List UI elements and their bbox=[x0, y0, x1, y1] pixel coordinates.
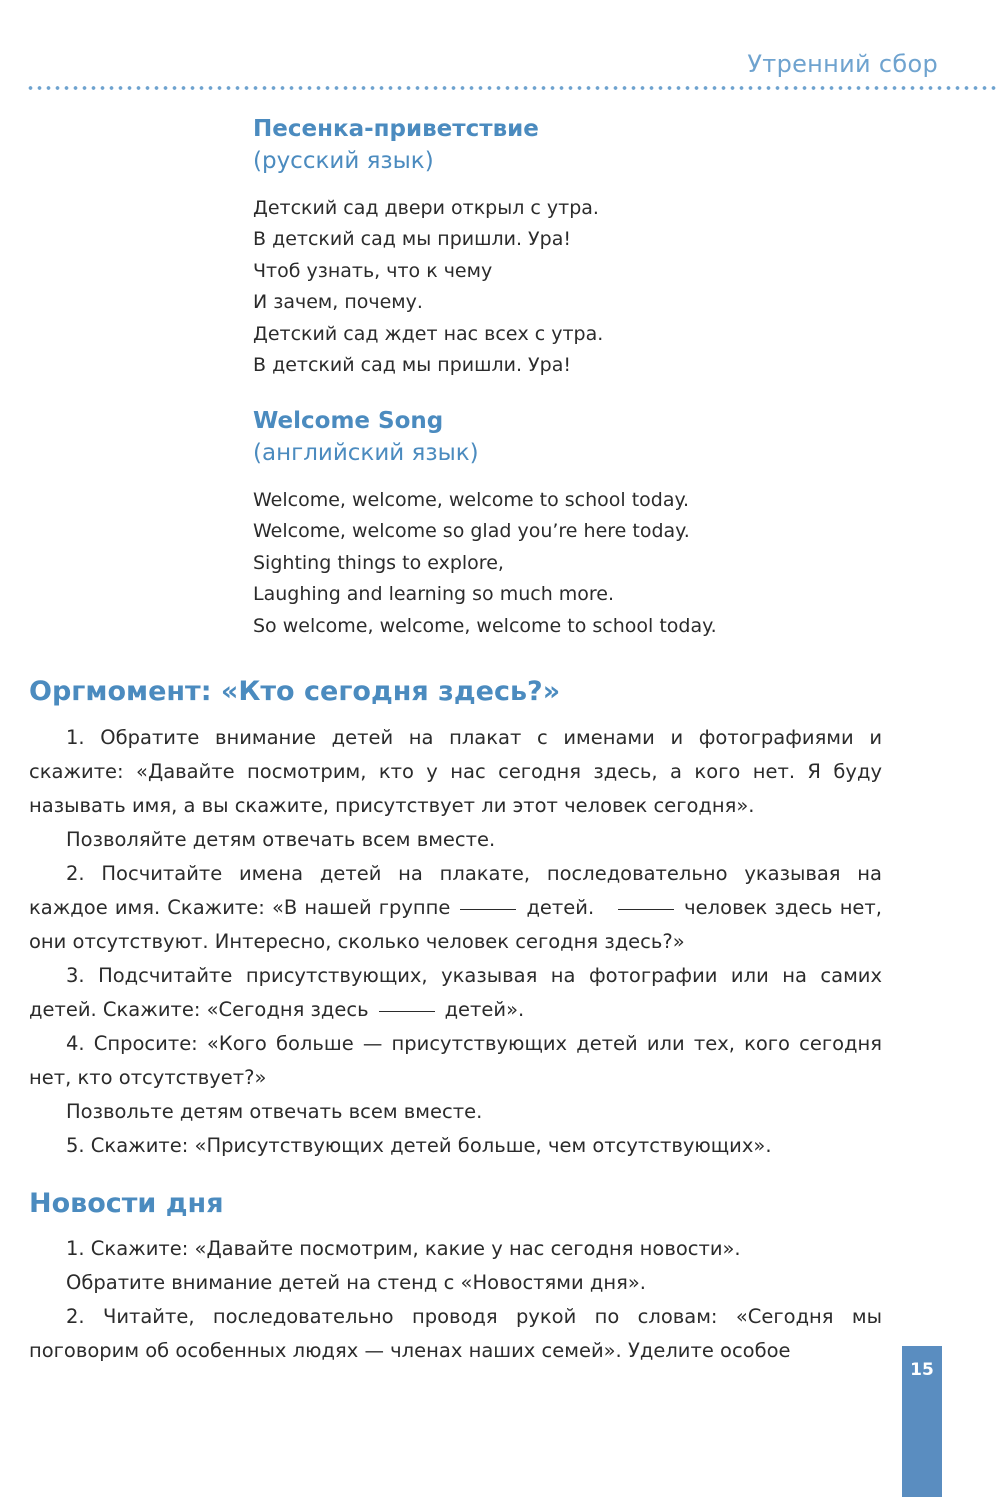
paragraph bbox=[29, 959, 882, 1027]
news-body bbox=[29, 1232, 882, 1368]
song-russian bbox=[253, 113, 913, 381]
paragraph-text: 3. Подсчитайте присутствующих, указывая на фотографии или на самих детей. Скажите: «Сегодня здесь bbox=[29, 964, 882, 1021]
dotted-divider bbox=[26, 86, 1000, 90]
paragraph bbox=[29, 857, 882, 959]
lyric-line: И зачем, почему. bbox=[253, 291, 423, 314]
lyric-line: В детский сад мы пришли. Ура! bbox=[253, 354, 571, 377]
paragraph: 1. Обратите внимание детей на плакат с именами и фотографиями и скажите: «Давайте посмотрим, кто у нас сегодня здесь, а кого нет. Я буду называть имя, а вы скажите, присутствует ли этот человек сегодня». bbox=[29, 726, 882, 817]
paragraph: 4. Спросите: «Кого больше — присутствующих детей или тех, кого сегодня нет, кто отсутствует?» bbox=[29, 1032, 882, 1089]
paragraph-text: 2. Посчитайте имена детей на плакате, последовательно указывая на каждое имя. Скажите: «В нашей группе bbox=[29, 862, 882, 919]
song-language: (английский язык) bbox=[253, 440, 479, 466]
paragraph-text: человек здесь нет, они отсутствуют. Интересно, сколько человек сегодня здесь?» bbox=[29, 896, 882, 953]
song-title: Песенка-приветствие bbox=[253, 116, 539, 142]
paragraph: Позвольте детям отвечать всем вместе. bbox=[66, 1100, 483, 1123]
section-title-news: Новости дня bbox=[29, 1188, 224, 1219]
lyric-line: Welcome, welcome, welcome to school today. bbox=[253, 489, 690, 511]
lyric-line: Sighting things to explore, bbox=[253, 551, 504, 574]
lyric-line: В детский сад мы пришли. Ура! bbox=[253, 228, 571, 251]
paragraph-text: детей». bbox=[444, 998, 525, 1021]
lyric-line: Welcome, welcome so glad you’re here today. bbox=[253, 520, 690, 543]
paragraph: 2. Читайте, последовательно проводя рукой по словам: «Сегодня мы поговорим об особенных людях — членах наших семей». Уделите особое bbox=[29, 1305, 882, 1362]
lyric-line: So welcome, welcome, welcome to school today. bbox=[253, 614, 717, 637]
song-title: Welcome Song bbox=[253, 408, 444, 434]
paragraph: Позволяйте детям отвечать всем вместе. bbox=[66, 828, 496, 851]
paragraph: Обратите внимание детей на стенд с «Новостями дня». bbox=[66, 1271, 646, 1294]
fill-in-blank bbox=[379, 1011, 435, 1012]
paragraph-text: детей. bbox=[526, 896, 595, 919]
section-title-orgmoment: Оргмомент: «Кто сегодня здесь?» bbox=[29, 676, 561, 707]
paragraph: 1. Скажите: «Давайте посмотрим, какие у нас сегодня новости». bbox=[66, 1237, 741, 1260]
page-number: 15 bbox=[910, 1360, 934, 1380]
running-header: Утренний сбор bbox=[747, 50, 938, 78]
fill-in-blank bbox=[618, 909, 674, 910]
lyric-line: Laughing and learning so much more. bbox=[253, 583, 615, 606]
fill-in-blank bbox=[460, 909, 516, 910]
song-lyrics bbox=[253, 193, 913, 381]
song-english bbox=[253, 405, 913, 642]
lyric-line: Чтоб узнать, что к чему bbox=[253, 259, 493, 282]
lyric-line: Детский сад ждет нас всех с утра. bbox=[253, 322, 604, 345]
song-language: (русский язык) bbox=[253, 148, 434, 174]
orgmoment-body bbox=[29, 721, 882, 1163]
lyric-line: Детский сад двери открыл с утра. bbox=[253, 197, 599, 219]
paragraph: 5. Скажите: «Присутствующих детей больше, чем отсутствующих». bbox=[66, 1134, 772, 1157]
song-lyrics bbox=[253, 485, 913, 642]
